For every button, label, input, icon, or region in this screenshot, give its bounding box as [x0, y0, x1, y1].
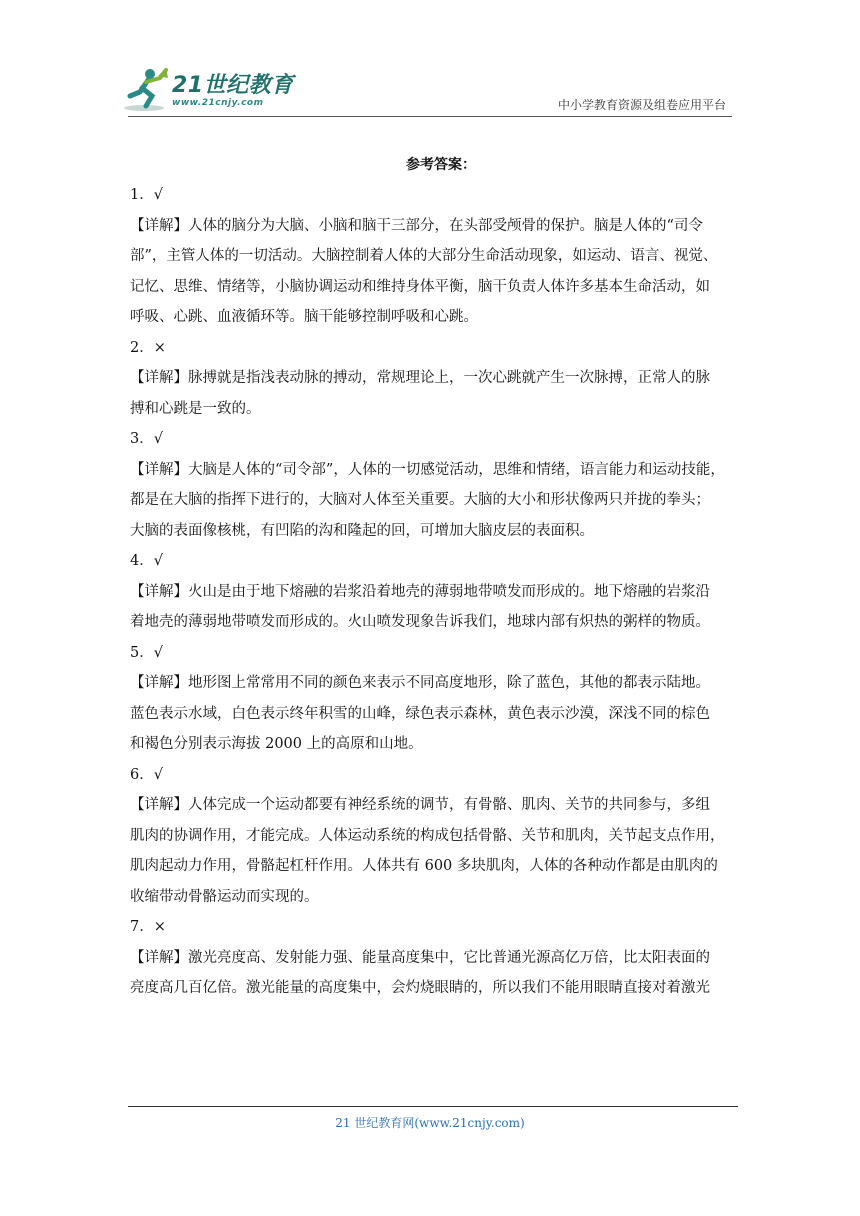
explanation-line: 【详解】大脑是人体的“司令部”，人体的一切感觉活动，思维和情绪，语言能力和运动技能， — [130, 461, 725, 478]
explanation-line: 肌肉起动力作用，骨骼起杠杆作用。人体共有 600 多块肌肉，人体的各种动作都是由肌肉的 — [130, 858, 718, 874]
explanation-line: 肌肉的协调作用，才能完成。人体运动系统的构成包括骨骼、关节和肌肉，关节起支点作用， — [130, 827, 725, 844]
answer-content — [130, 150, 730, 1004]
explanation-line: 着地壳的薄弱地带喷发而形成的。火山喷发现象告诉我们，地球内部有炽热的粥样的物质。 — [130, 614, 710, 630]
answer-number: 5．√ — [130, 644, 163, 661]
answer-item — [130, 546, 730, 638]
logo-text: 21世纪教育 — [172, 73, 294, 98]
footer-divider — [128, 1106, 738, 1107]
explanation-line: 搏和心跳是一致的。 — [130, 400, 261, 417]
answer-number: 7．× — [130, 919, 166, 935]
page-title: 参考答案： — [406, 157, 476, 173]
header-divider — [128, 116, 732, 117]
explanation-line: 记忆、思维、情绪等，小脑协调运动和维持身体平衡，脑干负责人体许多基本生命活动，如 — [130, 278, 710, 295]
explanation-line: 【详解】激光亮度高、发射能力强、能量高度集中，它比普通光源高亿万倍，比太阳表面的 — [130, 949, 710, 966]
platform-name: 中小学教育资源及组卷应用平台 — [557, 98, 726, 112]
answer-item — [130, 912, 730, 1004]
answer-item — [130, 760, 730, 913]
explanation-line: 【详解】人体的脑分为大脑、小脑和脑干三部分，在头部受颅骨的保护。脑是人体的“司令 — [130, 217, 703, 234]
explanation-line: 【详解】火山是由于地下熔融的岩浆沿着地壳的薄弱地带喷发而形成的。地下熔融的岩浆沿 — [130, 583, 710, 600]
explanation-line: 【详解】脉搏就是指浅表动脉的搏动，常规理论上，一次心跳就产生一次脉搏，正常人的脉 — [130, 370, 710, 386]
site-logo[interactable] — [122, 66, 292, 114]
runner-logo-icon — [122, 66, 172, 114]
page-header — [0, 0, 860, 120]
explanation-line: 部”，主管人体的一切活动。大脑控制着人体的大部分生命活动现象，如运动、语言、视觉、 — [130, 248, 718, 264]
answer-item — [130, 424, 730, 546]
explanation-line: 和褐色分别表示海拔 2000 上的高原和山地。 — [130, 736, 423, 752]
answer-number: 3．√ — [130, 431, 163, 447]
answer-item — [130, 638, 730, 760]
explanation-line: 都是在大脑的指挥下进行的，大脑对人体至关重要。大脑的大小和形状像两只并拢的拳头； — [130, 492, 710, 508]
answer-number: 2．× — [130, 339, 166, 356]
explanation-line: 收缩带动骨骼运动而实现的。 — [130, 888, 319, 905]
logo-url: www.21cnjy.com — [172, 98, 264, 108]
explanation-line: 呼吸、心跳、血液循环等。脑干能够控制呼吸和心跳。 — [130, 309, 478, 325]
answer-number: 1．√ — [130, 187, 163, 203]
answer-number: 6．√ — [130, 766, 163, 783]
footer-link[interactable]: 21 世纪教育网(www.21cnjy.com) — [335, 1116, 525, 1130]
explanation-line: 【详解】地形图上常常用不同的颜色来表示不同高度地形，除了蓝色，其他的都表示陆地。 — [130, 675, 710, 691]
explanation-line: 大脑的表面像核桃，有凹陷的沟和隆起的回，可增加大脑皮层的表面积。 — [130, 522, 594, 539]
answer-number: 4．√ — [130, 553, 163, 569]
answer-list — [130, 180, 730, 1004]
answer-item — [130, 180, 730, 333]
explanation-line: 【详解】人体完成一个运动都要有神经系统的调节，有骨骼、肌肉、关节的共同参与，多组 — [130, 797, 710, 813]
explanation-line: 亮度高几百亿倍。激光能量的高度集中，会灼烧眼睛的，所以我们不能用眼睛直接对着激光 — [130, 980, 710, 996]
explanation-line: 蓝色表示水域，白色表示终年积雪的山峰，绿色表示森林，黄色表示沙漠，深浅不同的棕色 — [130, 705, 710, 722]
answer-item — [130, 333, 730, 425]
